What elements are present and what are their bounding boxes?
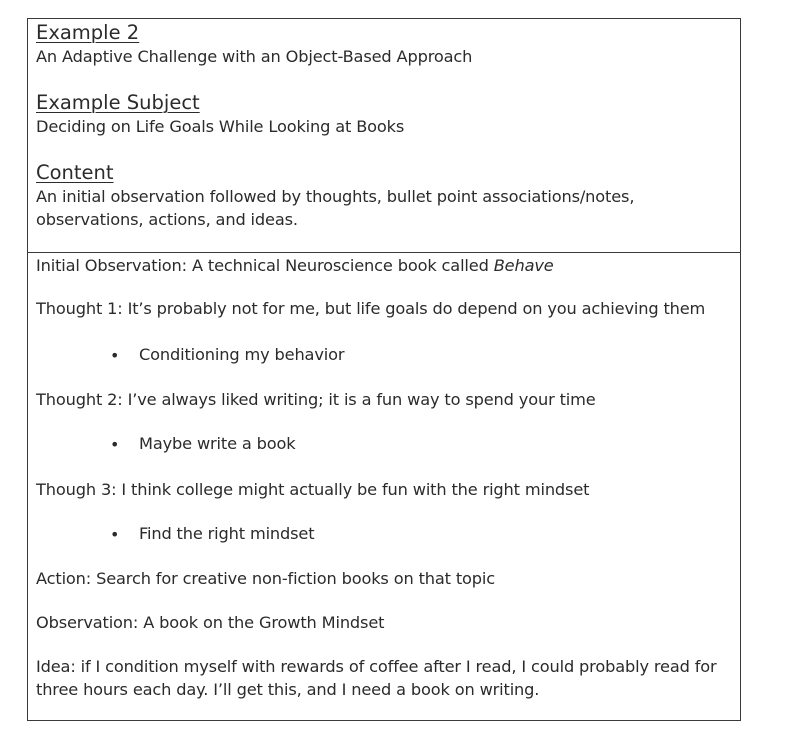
initial-observation-text: Initial Observation: A technical Neuroscience book called	[36, 256, 494, 275]
thought-1-bullet: Conditioning my behavior	[139, 345, 345, 364]
example-heading: Example 2	[36, 21, 140, 44]
thought-3-bullet: Find the right mindset	[139, 524, 315, 543]
notes-cell	[28, 253, 740, 720]
thought-2: Thought 2: I’ve always liked writing; it is a fun way to spend your time	[36, 390, 596, 409]
subject-heading: Example Subject	[36, 91, 200, 114]
bullet-icon: •	[110, 346, 120, 365]
bullet-icon: •	[110, 435, 120, 454]
book-title: Behave	[493, 256, 554, 275]
idea: Idea: if I condition myself with rewards of coffee after I read, I could probably read for three hours each day. I’ll get this, and I need a book on writing.	[36, 657, 717, 699]
example-table	[27, 18, 741, 721]
observation: Observation: A book on the Growth Mindset	[36, 613, 385, 632]
thought-3: Though 3: I think college might actually be fun with the right mindset	[36, 480, 590, 499]
content-description: An initial observation followed by thoughts, bullet point associations/notes, observations, actions, and ideas.	[36, 187, 635, 229]
subject-description: Deciding on Life Goals While Looking at Books	[36, 117, 405, 136]
header-cell	[28, 19, 740, 253]
thought-2-bullet: Maybe write a book	[139, 434, 296, 453]
action: Action: Search for creative non-fiction books on that topic	[36, 569, 496, 588]
content-heading: Content	[36, 161, 114, 184]
thought-1: Thought 1: It’s probably not for me, but life goals do depend on you achieving them	[36, 299, 706, 318]
example-description: An Adaptive Challenge with an Object-Based Approach	[36, 47, 473, 66]
bullet-icon: •	[110, 525, 120, 544]
initial-observation	[36, 254, 554, 277]
